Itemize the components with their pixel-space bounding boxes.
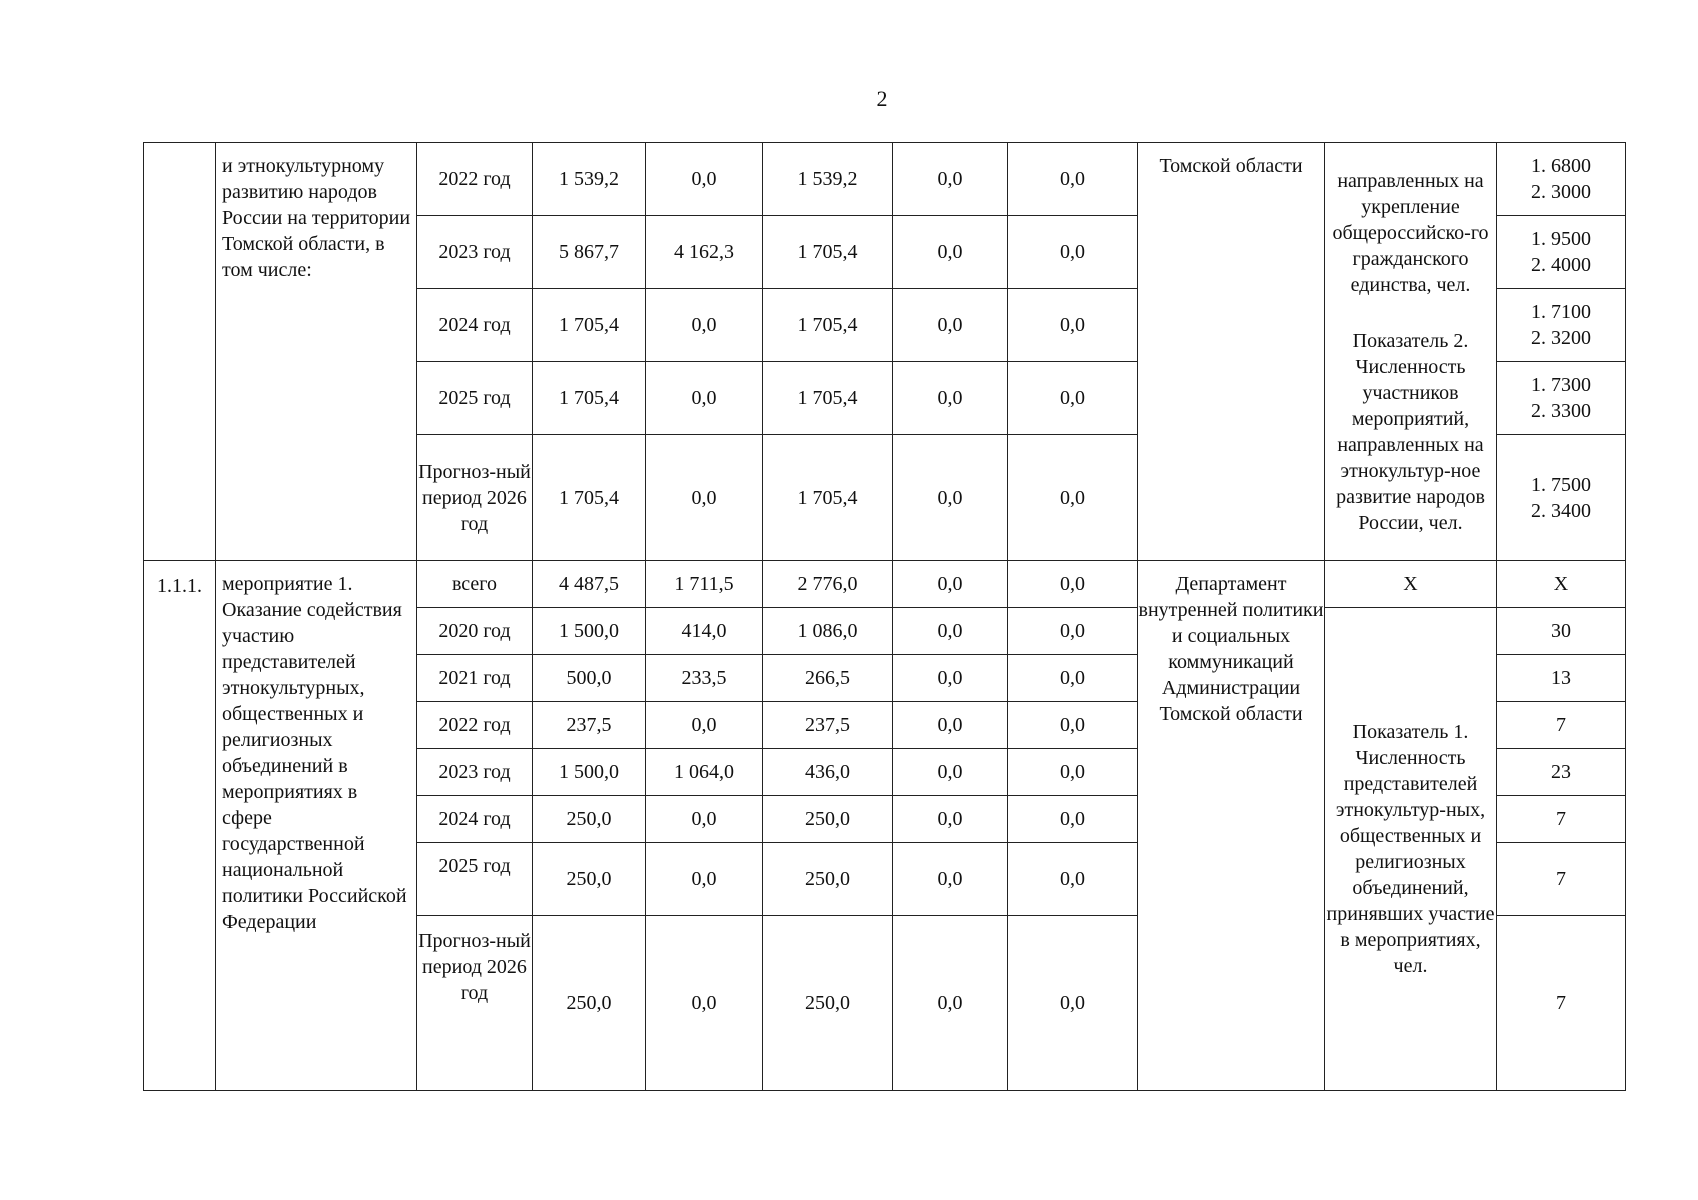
- target-value-2: 2. 3400: [1531, 499, 1591, 522]
- extra-cell: 0,0: [1008, 843, 1138, 916]
- total-cell: 250,0: [533, 916, 646, 1091]
- local-cell: 0,0: [893, 143, 1008, 216]
- target-value-1: 1. 6800: [1531, 155, 1591, 177]
- target-value-1: 1. 9500: [1531, 228, 1591, 250]
- target-cell: 23: [1497, 749, 1626, 796]
- period-cell: Прогноз-ный период 2026 год: [417, 916, 533, 1091]
- period-cell: 2022 год: [417, 143, 533, 216]
- target-cell: 7: [1497, 916, 1626, 1091]
- federal-cell: 414,0: [646, 608, 763, 655]
- total-cell: 1 705,4: [533, 362, 646, 435]
- period-cell: 2023 год: [417, 749, 533, 796]
- regional-cell: 1 086,0: [763, 608, 893, 655]
- indicator-cell: [1325, 143, 1497, 561]
- local-cell: 0,0: [893, 702, 1008, 749]
- total-cell: 5 867,7: [533, 216, 646, 289]
- period-cell: 2024 год: [417, 796, 533, 843]
- target-cell: [1497, 289, 1626, 362]
- target-cell: 7: [1497, 843, 1626, 916]
- extra-cell: 0,0: [1008, 749, 1138, 796]
- federal-cell: 233,5: [646, 655, 763, 702]
- period-cell: Прогноз-ный период 2026 год: [417, 435, 533, 561]
- indicator-cell: Показатель 1. Численность представителей этнокультур-ных, общественных и религиозных объединений, принявших участие в мероприятиях, чел.: [1325, 608, 1497, 1091]
- target-cell: [1497, 143, 1626, 216]
- local-cell: 0,0: [893, 843, 1008, 916]
- total-cell: 1 500,0: [533, 749, 646, 796]
- target-value-2: 2. 4000: [1531, 254, 1591, 276]
- indicator-part-2: Показатель 2. Численность участников мероприятий, направленных на этнокультур-ное развитие народов России, чел.: [1336, 329, 1485, 534]
- extra-cell: 0,0: [1008, 608, 1138, 655]
- federal-cell: 0,0: [646, 143, 763, 216]
- federal-cell: 0,0: [646, 362, 763, 435]
- local-cell: 0,0: [893, 216, 1008, 289]
- federal-cell: 1 711,5: [646, 561, 763, 608]
- target-value-1: 1. 7100: [1531, 301, 1591, 323]
- target-header-cell: Х: [1497, 561, 1626, 608]
- total-cell: 237,5: [533, 702, 646, 749]
- period-cell: 2025 год: [417, 843, 533, 916]
- total-cell: 1 500,0: [533, 608, 646, 655]
- target-cell: [1497, 362, 1626, 435]
- regional-cell: 436,0: [763, 749, 893, 796]
- program-table: [143, 142, 1626, 1091]
- regional-cell: 250,0: [763, 843, 893, 916]
- total-cell: 1 705,4: [533, 289, 646, 362]
- extra-cell: 0,0: [1008, 289, 1138, 362]
- row-number-cell: [144, 143, 216, 561]
- page-number: 2: [876, 86, 888, 111]
- regional-cell: 1 705,4: [763, 289, 893, 362]
- local-cell: 0,0: [893, 362, 1008, 435]
- target-value-2: 2. 3000: [1531, 181, 1591, 203]
- regional-cell: 237,5: [763, 702, 893, 749]
- table-row: [144, 561, 1626, 608]
- regional-cell: 250,0: [763, 796, 893, 843]
- regional-cell: 1 705,4: [763, 435, 893, 561]
- period-cell: 2022 год: [417, 702, 533, 749]
- federal-cell: 0,0: [646, 289, 763, 362]
- activity-name-cell: мероприятие 1. Оказание содействия участию представителей этнокультурных, общественных и религиозных объединений в мероприятиях в сфере государственной национальной политики Российской Федерации: [216, 561, 417, 1091]
- period-cell: 2021 год: [417, 655, 533, 702]
- executor-cell: Департамент внутренней политики и социальных коммуникаций Администрации Томской области: [1138, 561, 1325, 1091]
- federal-cell: 1 064,0: [646, 749, 763, 796]
- local-cell: 0,0: [893, 655, 1008, 702]
- regional-cell: 266,5: [763, 655, 893, 702]
- federal-cell: 0,0: [646, 702, 763, 749]
- regional-cell: 250,0: [763, 916, 893, 1091]
- period-cell: всего: [417, 561, 533, 608]
- target-cell: [1497, 435, 1626, 561]
- extra-cell: 0,0: [1008, 796, 1138, 843]
- target-cell: 30: [1497, 608, 1626, 655]
- indicator-part-1: направленных на укрепление общероссийско-го гражданского единства, чел.: [1332, 169, 1489, 296]
- local-cell: 0,0: [893, 608, 1008, 655]
- extra-cell: 0,0: [1008, 435, 1138, 561]
- total-cell: 500,0: [533, 655, 646, 702]
- federal-cell: 0,0: [646, 435, 763, 561]
- extra-cell: 0,0: [1008, 216, 1138, 289]
- indicator-header-cell: Х: [1325, 561, 1497, 608]
- row-number-cell: 1.1.1.: [144, 561, 216, 1091]
- executor-cell: Томской области: [1138, 143, 1325, 561]
- local-cell: 0,0: [893, 749, 1008, 796]
- regional-cell: 1 705,4: [763, 362, 893, 435]
- period-cell: 2023 год: [417, 216, 533, 289]
- federal-cell: 0,0: [646, 796, 763, 843]
- target-cell: 7: [1497, 796, 1626, 843]
- extra-cell: 0,0: [1008, 702, 1138, 749]
- regional-cell: 2 776,0: [763, 561, 893, 608]
- table-row: [144, 143, 1626, 216]
- total-cell: 250,0: [533, 796, 646, 843]
- extra-cell: 0,0: [1008, 143, 1138, 216]
- local-cell: 0,0: [893, 796, 1008, 843]
- period-cell: 2020 год: [417, 608, 533, 655]
- regional-cell: 1 705,4: [763, 216, 893, 289]
- total-cell: 4 487,5: [533, 561, 646, 608]
- activity-name-cell: и этнокультурному развитию народов России на территории Томской области, в том числе:: [216, 143, 417, 561]
- federal-cell: 0,0: [646, 843, 763, 916]
- target-value-2: 2. 3300: [1531, 400, 1591, 422]
- period-cell: 2024 год: [417, 289, 533, 362]
- local-cell: 0,0: [893, 435, 1008, 561]
- target-cell: 7: [1497, 702, 1626, 749]
- total-cell: 1 705,4: [533, 435, 646, 561]
- local-cell: 0,0: [893, 561, 1008, 608]
- local-cell: 0,0: [893, 289, 1008, 362]
- period-cell: 2025 год: [417, 362, 533, 435]
- extra-cell: 0,0: [1008, 362, 1138, 435]
- regional-cell: 1 539,2: [763, 143, 893, 216]
- target-cell: [1497, 216, 1626, 289]
- target-cell: 13: [1497, 655, 1626, 702]
- target-value-1: 1. 7300: [1531, 374, 1591, 396]
- federal-cell: 4 162,3: [646, 216, 763, 289]
- extra-cell: 0,0: [1008, 916, 1138, 1091]
- total-cell: 250,0: [533, 843, 646, 916]
- total-cell: 1 539,2: [533, 143, 646, 216]
- target-value-2: 2. 3200: [1531, 327, 1591, 349]
- federal-cell: 0,0: [646, 916, 763, 1091]
- extra-cell: 0,0: [1008, 561, 1138, 608]
- extra-cell: 0,0: [1008, 655, 1138, 702]
- target-value-1: 1. 7500: [1531, 473, 1591, 496]
- local-cell: 0,0: [893, 916, 1008, 1091]
